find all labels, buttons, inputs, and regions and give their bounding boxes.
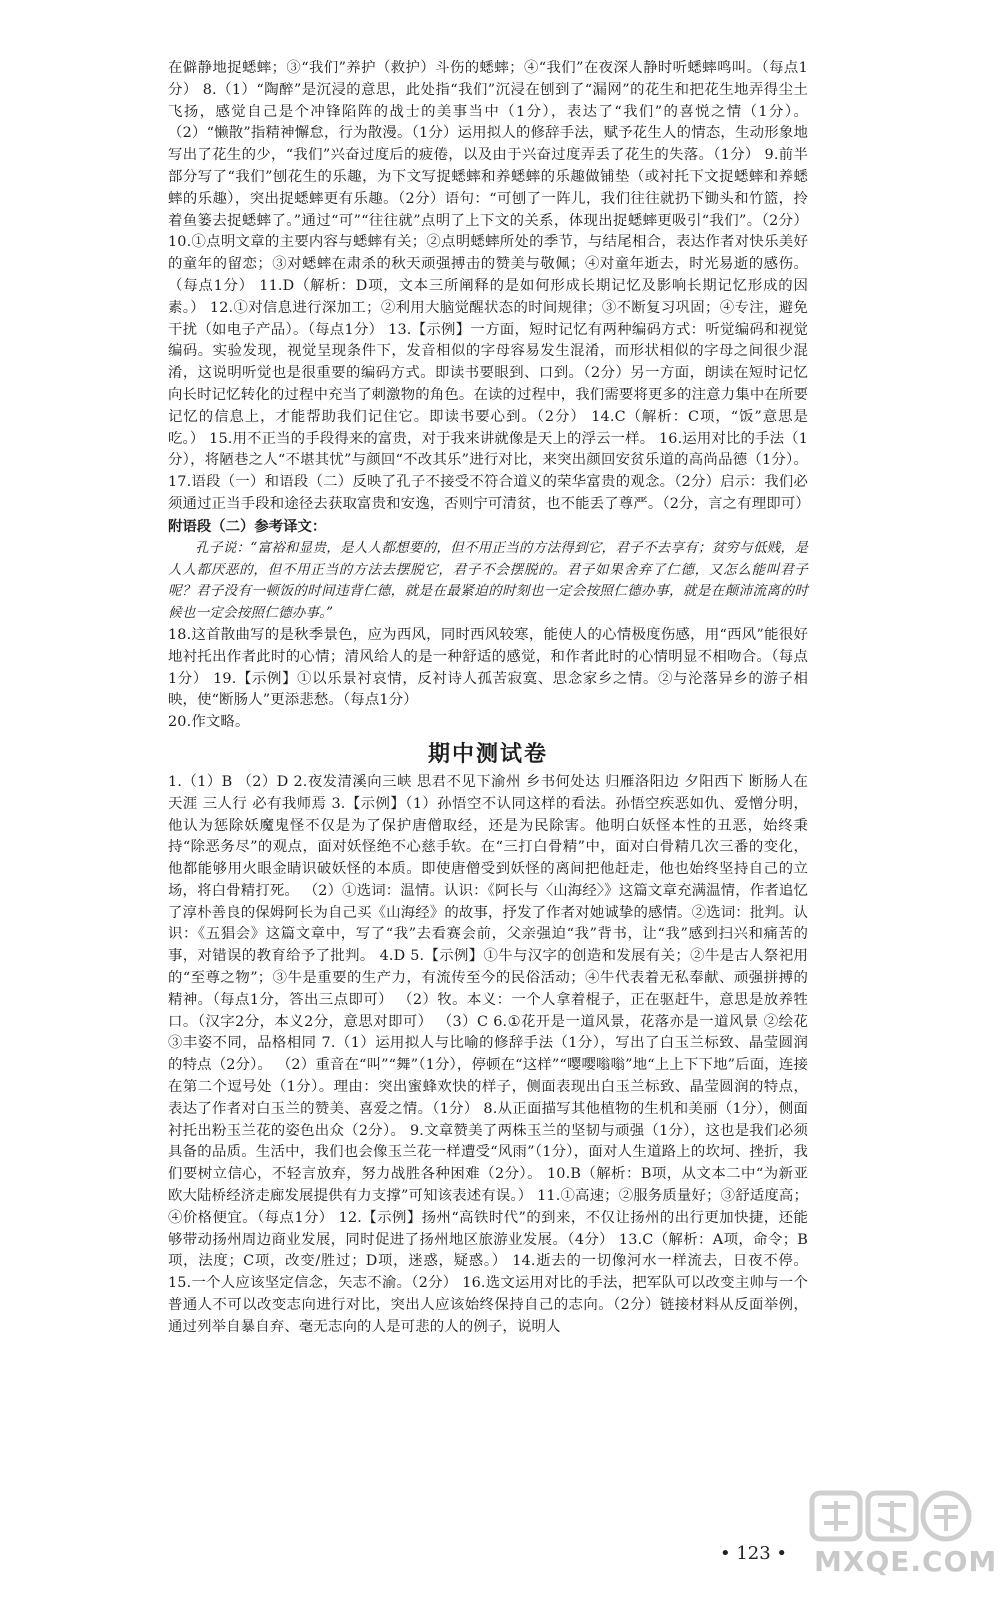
answer-paragraph: 18.这首散曲写的是秋季景色，应为西风，同时西风较寒，能使人的心情极度伤感，用“西风”能很好地衬托出作者此时的心情；清风给人的是一种舒适的感觉，和作者此时的心情明显不相吻合。（每点1分） 19.【示例】①以乐景衬哀情，反衬诗人孤苦寂寞、思念家乡之情。②与沦落异乡的游子相映，使“断肠人”更添悲愁。（每点1分） bbox=[168, 626, 808, 709]
appendix-heading: 附语段（二）参考译文： bbox=[168, 517, 327, 535]
watermark-logo bbox=[808, 1487, 998, 1582]
answer-paragraph: 20.作文略。 bbox=[168, 714, 250, 731]
section-title: 期中测试卷 bbox=[427, 740, 548, 767]
watermark-logo-icon bbox=[808, 1487, 978, 1545]
translation-paragraph: 孔子说：“富裕和显贵，是人人都想要的，但不用正当的方法得到它，君子不去享有；贫穷与低贱，是人人都厌恶的，但不用正当的方法去摆脱它，君子不会摆脱的。君子如果舍弃了仁德，又怎么能叫君子呢？君子没有一顿饭的时间违背仁德，就是在最紧迫的时刻也一定会按照仁德办事，就是在颠沛流离的时候也一定会按照仁德办事。” bbox=[168, 539, 808, 622]
page-number: • 123 • bbox=[720, 1543, 788, 1564]
answer-page bbox=[168, 58, 808, 1339]
answer-paragraph: 1.（1）B （2）D 2.夜发清溪向三峡 思君不见下渝州 乡书何处达 归雁洛阳边 夕阳西下 断肠人在天涯 三人行 必有我师焉 3.【示例】（1）孙悟空不认同这样的看法。孙悟空疾恶如仇、爱憎分明，他认为惩除妖魔鬼怪不仅是为了保护唐僧取经，还是为民除害。他明白妖怪本性的丑恶，始终秉持“除恶务尽”的观点，面对妖怪绝不心慈手软。在“三打白骨精”中，面对白骨精几次三番的变化，他都能够用火眼金睛识破妖怪的本质。即使唐僧受到妖怪的离间把他赶走，他也始终坚持自己的立场，将白骨精打死。 （2）①选词：温情。认识：《阿长与〈山海经〉》这篇文章充满温情，作者追忆了淳朴善良的保姆阿长为自己买《山海经》的故事，抒发了作者对她诚挚的感情。②选词：批判。认识：《五猖会》这篇文章中，写了“我”去看赛会前，父亲强迫“我”背书，让“我”感到扫兴和痛苦的事，对错误的教育给予了批判。 4.D 5.【示例】①牛与汉字的创造和发展有关；②牛是古人祭祀用的“至尊之物”；③牛是重要的生产力，有流传至今的民俗活动；④牛代表着无私奉献、顽强拼搏的精神。（每点1分，答出三点即可） （2）牧。本义：一个人拿着棍子，正在驱赶牛，意思是放养牲口。（汉字2分，本义2分，意思对即可） （3）C 6.①花开是一道风景，花落亦是一道风景 ②绘花 ③丰姿不同，品格相同 7.（1）运用拟人与比喻的修辞手法（1分），写出了白玉兰标致、晶莹圆润的特点（2分）。 （2）重音在“叫”“舞”（1分），停顿在“这样”“嘤嘤嗡嗡”地“上上下下地”后面，连接在第二个逗号处（1分）。理由：突出蜜蜂欢快的样子，侧面表现出白玉兰标致、晶莹圆润的特点，表达了作者对白玉兰的赞美、喜爱之情。（1分） 8.从正面描写其他植物的生机和美丽（1分），侧面衬托出粉玉兰花的姿色出众（2分）。 9.文章赞美了两株玉兰的坚韧与顽强（1分），这也是我们必须具备的品质。生活中，我们也会像玉兰花一样遭受“风雨”（1分），面对人生道路上的坎坷、挫折，我们要树立信心，不轻言放弃，努力战胜各种困难（2分）。 10.B（解析：B项，从文本二中“为新亚欧大陆桥经济走廊发展提供有力支撑”可知该表述有误。） 11.①高速；②服务质量好；③舒适度高；④价格便宜。（每点1分） 12.【示例】扬州“高铁时代”的到来，不仅让扬州的出行更加快捷，还能够带动扬州周边商业发展，同时促进了扬州地区旅游业发展。（4分） 13.C（解析：A项，命令；B项，法度；C项，改变/胜过；D项，迷惑，疑惑。） 14.逝去的一切像河水一样流去，日夜不停。 15.一个人应该坚定信念，矢志不渝。（2分） 16.选文运用对比的手法，把军队可以改变主帅与一个普通人不可以改变志向进行对比，突出人应该始终保持自己的志向。（2分）链接材料从反面举例，通过列举自暴自弃、毫无志向的人是可悲的人的例子，说明人 bbox=[168, 773, 808, 1335]
answer-paragraph: 在僻静地捉蟋蟀；③“我们”养护（救护）斗伤的蟋蟀；④“我们”在夜深人静时听蟋蟀鸣叫。（每点1分） 8.（1）“陶醉”是沉浸的意思，此处指“我们”沉浸在刨到了“漏网”的花生和把花生地弄得尘土飞扬，感觉自己是个冲锋陷阵的战士的美事当中（1分），表达了“我们”的喜悦之情（1分）。 （2）“懒散”指精神懈怠，行为散漫。（1分）运用拟人的修辞手法，赋予花生人的情态，生动形象地写出了花生的少，“我们”兴奋过度后的疲倦，以及由于兴奋过度弄丢了花生的失落。（1分） 9.前半部分写了“我们”刨花生的乐趣，为下文写捉蟋蟀和养蟋蟀的乐趣做铺垫（或衬托下文捉蟋蟀和养蟋蟀的乐趣），突出捉蟋蟀更有乐趣。（2分）语句：“可刨了一阵儿，我们往往就扔下锄头和竹篮，拎着鱼篓去捉蟋蟀了。”通过“可”“往往就”点明了上下文的关系，体现出捉蟋蟀更吸引“我们”。（2分） 10.①点明文章的主要内容与蟋蟀有关；②点明蟋蟀所处的季节，与结尾相合，表达作者对快乐美好的童年的留恋；③对蟋蟀在肃杀的秋天顽强搏击的赞美与敬佩；④对童年逝去，时光易逝的感伤。（每点1分） 11.D（解析：D项，文本三所阐释的是如何形成长期记忆及影响长期记忆形成的因素。） 12.①对信息进行深加工；②利用大脑觉醒状态的时间规律；③不断复习巩固；④专注，避免干扰（如电子产品）。（每点1分） 13.【示例】一方面，短时记忆有两种编码方式：听觉编码和视觉编码。实验发现，视觉呈现条件下，发音相似的字母容易发生混淆，而形状相似的字母之间很少混淆，这说明听觉也是很重要的编码方式。即读书要眼到、口到。（2分）另一方面，朗读在短时记忆向长时记忆转化的过程中充当了刺激物的角色。在读的过程中，我们需要将更多的注意力集中在所要记忆的信息上，才能帮助我们记住它。即读书要心到。（2分） 14.C（解析：C项，“饭”意思是吃。） 15.用不正当的手段得来的富贵，对于我来讲就像是天上的浮云一样。 16.运用对比的手法（1分），将陋巷之人“不堪其忧”与颜回“不改其乐”进行对比，来突出颜回安贫乐道的高尚品德（1分）。 17.语段（一）和语段（二）反映了孔子不接受不符合道义的荣华富贵的观念。（2分）启示：我们必须通过正当手段和途径去获取富贵和安逸，否则宁可清贫，也不能丢了尊严。（2分，言之有理即可） bbox=[168, 60, 810, 512]
watermark-text: MXQE.COM bbox=[814, 1545, 998, 1578]
